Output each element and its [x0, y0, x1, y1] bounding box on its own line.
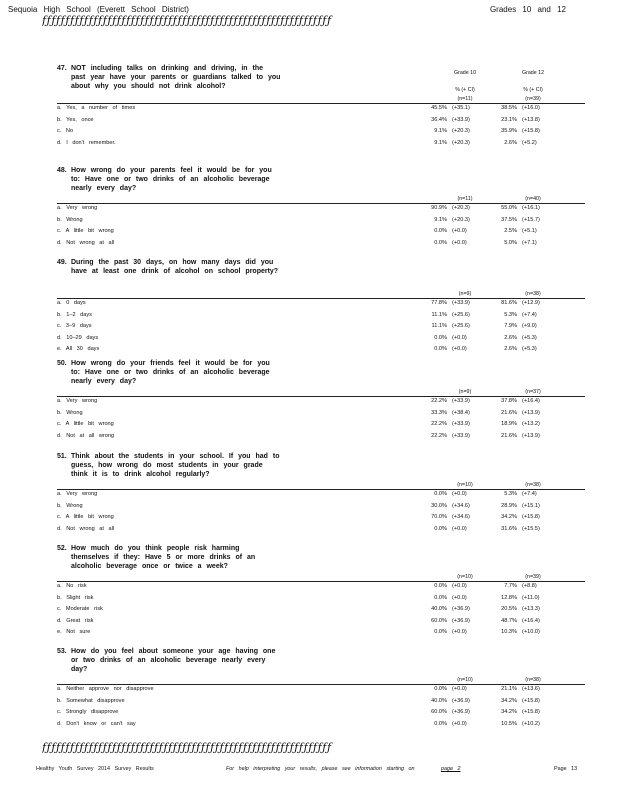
grade-12-ci: (+7.4): [522, 491, 537, 497]
response-label: b. 1–2 days: [57, 311, 92, 318]
grade-12-percent: 7.7%: [504, 583, 517, 589]
grade-12-ci: (+9.0): [522, 323, 537, 329]
grade-10-ci: (+34.6): [452, 502, 470, 509]
response-label: c. Moderate risk: [57, 606, 103, 612]
grade-10-ci: (+0.0): [452, 629, 467, 635]
grade-10-ci: (+35.1): [452, 105, 470, 111]
response-row: [57, 526, 585, 535]
grade-12-percent: 5.3%: [504, 491, 517, 497]
question-block: [57, 452, 577, 532]
grade-12-percent: 81.6%: [501, 300, 517, 306]
grade-10-ci: (+20.3): [452, 205, 470, 211]
response-label: a. No risk: [57, 583, 87, 589]
grade-10-ci: (+33.9): [452, 300, 470, 306]
grade-12-ci: (+16.4): [522, 398, 540, 404]
response-label: d. Don't know or can't say: [57, 720, 136, 727]
response-label: a. Very wrong: [57, 398, 98, 404]
response-label: b. Wrong: [57, 216, 83, 223]
grade-12-ci: (+13.6): [522, 686, 540, 692]
grade-12-ci: (+13.9): [522, 432, 540, 439]
grade-12-ci: (+15.5): [522, 525, 540, 532]
grade-10-ci: (+33.9): [452, 421, 470, 427]
grade-12-percent: 48.7%: [501, 617, 517, 624]
grade-12-ci: (+15.8): [522, 514, 540, 520]
grade-12-ci: (+13.3): [522, 606, 540, 612]
response-row: [57, 300, 585, 309]
grade-10-ci: (+0.0): [452, 346, 467, 352]
grade-10-ci: (+20.3): [452, 139, 470, 146]
grade-10-percent: 90.9%: [431, 205, 447, 211]
response-row: [57, 335, 585, 344]
response-label: d. 10–29 days: [57, 334, 99, 341]
response-label: e. Not sure: [57, 629, 91, 635]
grade-12-percent: 10.5%: [501, 720, 517, 727]
response-label: d. Not at all wrong: [57, 432, 115, 439]
grade-10-ci: (+0.0): [452, 594, 467, 601]
sample-size-grade-10: (n=10): [457, 482, 473, 488]
grade-10-ci: (+0.0): [452, 686, 467, 692]
grade-12-ci: (+16.1): [522, 205, 540, 211]
grade-12-ci: (+13.2): [522, 421, 540, 427]
grade-12-percent: 2.6%: [504, 334, 517, 341]
grade-12-percent: 37.8%: [501, 398, 517, 404]
grade-12-percent: 34.2%: [501, 709, 517, 715]
grade-10-percent: 0.0%: [434, 525, 447, 532]
response-row: [57, 583, 585, 592]
response-row: [57, 421, 585, 430]
question-number: 53.: [57, 648, 67, 655]
grade-10-percent: 0.0%: [434, 491, 447, 497]
response-row: [57, 398, 585, 407]
grade-12-ci: (+5.2): [522, 139, 537, 146]
question-separator-line: [57, 203, 585, 204]
grade-10-ci: (+0.0): [452, 525, 467, 532]
grade-10-percent: 77.8%: [431, 300, 447, 306]
response-row: [57, 323, 585, 332]
response-label: c. 3–9 days: [57, 323, 92, 329]
response-label: c. No: [57, 128, 74, 134]
grade-12-percent: 37.5%: [501, 216, 517, 223]
grade-12-ci: (+11.0): [522, 594, 540, 601]
grade-12-ci: (+8.8): [522, 583, 537, 589]
grade-10-percent: 30.0%: [431, 502, 447, 509]
grade-12-ci: (+15.1): [522, 502, 540, 509]
grade-10-ci: (+36.9): [452, 697, 470, 704]
sample-size-grade-10: (n=9): [458, 389, 472, 395]
grade-10-percent: 0.0%: [434, 583, 447, 589]
question-title: [57, 258, 577, 276]
grade-10-percent: 45.5%: [431, 105, 447, 111]
question-separator-line: [57, 298, 585, 299]
question-title: [57, 64, 577, 91]
response-row: [57, 491, 585, 500]
question-title: [57, 544, 577, 571]
grade-10-percent: 0.0%: [434, 720, 447, 727]
response-label: d. Great risk: [57, 617, 94, 624]
question-number: 48.: [57, 167, 67, 174]
column-subheader-pct-ci-12: % (+ CI): [523, 87, 543, 93]
grade-10-percent: 11.1%: [431, 311, 447, 318]
grades-label: Grades 10 and 12: [489, 5, 566, 14]
question-number: 47.: [57, 65, 67, 72]
sample-size-grade-12: (n=38): [525, 482, 541, 488]
grade-12-ci: (+13.8): [522, 116, 540, 123]
grade-10-percent: 9.1%: [434, 216, 447, 223]
question-text: How wrong do your parents feel it would be for you to: Have one or two drinks of an alcoholic beverage nearly every day?: [71, 167, 272, 192]
question-title: [57, 452, 577, 479]
question-separator-line: [57, 684, 585, 685]
grade-12-percent: 38.5%: [501, 105, 517, 111]
question-block: [57, 359, 577, 439]
grade-12-ci: (+5.3): [522, 346, 537, 352]
sample-size-grade-12: (n=39): [525, 574, 541, 580]
grade-12-ci: (+13.9): [522, 409, 540, 416]
response-row: [57, 514, 585, 523]
grade-12-ci: (+10.0): [522, 629, 540, 635]
grade-10-percent: 40.0%: [431, 606, 447, 612]
question-number: 50.: [57, 360, 67, 367]
response-row: [57, 117, 585, 126]
response-row: [57, 140, 585, 149]
grade-10-percent: 0.0%: [434, 334, 447, 341]
grade-12-ci: (+15.8): [522, 709, 540, 715]
column-subheader-pct-ci-10: % (+ CI): [455, 87, 475, 93]
grade-12-ci: (+7.4): [522, 311, 537, 318]
response-row: [57, 709, 585, 718]
question-block: [57, 166, 577, 246]
question-title: [57, 647, 577, 674]
grade-10-percent: 60.0%: [431, 617, 447, 624]
grade-10-ci: (+0.0): [452, 334, 467, 341]
response-row: [57, 128, 585, 137]
grade-10-percent: 11.1%: [431, 323, 447, 329]
grade-12-ci: (+12.9): [522, 300, 540, 306]
grade-10-ci: (+33.9): [452, 398, 470, 404]
column-header-grade-10: Grade 10: [453, 70, 477, 76]
question-separator-line: [57, 489, 585, 490]
response-label: d. Not wrong at all: [57, 239, 115, 246]
grade-10-percent: 36.4%: [431, 116, 447, 123]
response-row: [57, 595, 585, 604]
response-row: [57, 217, 585, 226]
question-text: How do you feel about someone your age having one or two drinks of an alcoholic beverage nearly every day?: [71, 648, 276, 673]
grade-12-ci: (+15.8): [522, 697, 540, 704]
response-row: [57, 503, 585, 512]
response-label: c. Strongly disapprove: [57, 709, 119, 715]
question-text: How wrong do your friends feel it would be for you to: Have one or two drinks of an alcoholic beverage nearly every day?: [71, 360, 270, 385]
response-label: b. Wrong: [57, 502, 83, 509]
grade-12-percent: 2.6%: [504, 139, 517, 146]
response-label: a. Very wrong: [57, 491, 98, 497]
sample-size-grade-12: (n=37): [525, 389, 541, 395]
response-row: [57, 618, 585, 627]
grade-12-percent: 34.2%: [501, 697, 517, 704]
grade-10-ci: (+25.6): [452, 311, 470, 318]
grade-10-ci: (+0.0): [452, 583, 467, 589]
grade-12-percent: 55.0%: [501, 205, 517, 211]
grade-10-percent: 0.0%: [434, 346, 447, 352]
bottom-decorative-rule: ƒƒƒƒƒƒƒƒƒƒƒƒƒƒƒƒƒƒƒƒƒƒƒƒƒƒƒƒƒƒƒƒƒƒƒƒƒƒƒƒƒƒƒƒƒƒƒƒƒƒƒƒƒƒƒƒƒƒƒƒƒƒ: [42, 741, 332, 754]
sample-size-grade-10: (n=10): [457, 677, 473, 683]
grade-12-percent: 7.9%: [504, 323, 517, 329]
grade-12-ci: (+15.7): [522, 216, 540, 223]
question-text: NOT including talks on drinking and driving, in the past year have your parents or guardians talked to you about why you should not drink alcohol?: [71, 65, 281, 90]
sample-size-grade-12: (n=38): [525, 291, 541, 297]
question-separator-line: [57, 396, 585, 397]
grade-12-percent: 2.6%: [504, 346, 517, 352]
grade-10-ci: (+34.6): [452, 514, 470, 520]
question-text: Think about the students in your school. If you had to guess, how wrong do most students in your grade think it is to drink alcohol regularly?: [71, 453, 280, 478]
response-row: [57, 433, 585, 442]
response-label: b. Slight risk: [57, 594, 94, 601]
grade-10-ci: (+38.4): [452, 409, 470, 416]
grade-10-percent: 0.0%: [434, 594, 447, 601]
grade-10-ci: (+36.9): [452, 617, 470, 624]
question-separator-line: [57, 581, 585, 582]
question-number: 52.: [57, 545, 67, 552]
response-row: [57, 410, 585, 419]
grade-10-ci: (+36.9): [452, 606, 470, 612]
response-row: [57, 629, 585, 638]
grade-10-percent: 70.0%: [431, 514, 447, 520]
grade-12-percent: 12.8%: [501, 594, 517, 601]
question-text: How much do you think people risk harming themselves if they: Have 5 or more drinks of an alcoholic beverage once or twice a week?: [71, 545, 256, 570]
grade-10-percent: 22.2%: [431, 421, 447, 427]
school-title: Sequoia High School (Everett School District): [8, 5, 189, 14]
response-label: b. Somewhat disapprove: [57, 697, 125, 704]
grade-12-percent: 31.6%: [501, 525, 517, 532]
grade-10-ci: (+25.6): [452, 323, 470, 329]
response-label: a. Neither approve nor disapprove: [57, 686, 154, 692]
sample-size-grade-10: (n=11): [457, 196, 473, 202]
footer-page-link[interactable]: page 2: [441, 766, 461, 772]
response-row: [57, 228, 585, 237]
sample-size-grade-12: (n=39): [525, 96, 541, 102]
grade-10-percent: 0.0%: [434, 228, 447, 234]
footer-survey-name: Healthy Youth Survey 2014 Survey Results: [36, 766, 154, 772]
response-label: a. Yes, a number of times: [57, 105, 136, 111]
grade-12-ci: (+16.0): [522, 105, 540, 111]
question-block: [57, 258, 577, 352]
grade-12-percent: 10.3%: [501, 629, 517, 635]
response-row: [57, 205, 585, 214]
top-decorative-rule: ƒƒƒƒƒƒƒƒƒƒƒƒƒƒƒƒƒƒƒƒƒƒƒƒƒƒƒƒƒƒƒƒƒƒƒƒƒƒƒƒƒƒƒƒƒƒƒƒƒƒƒƒƒƒƒƒƒƒƒƒƒƒ: [42, 14, 332, 27]
grade-12-percent: 5.0%: [504, 239, 517, 246]
grade-10-ci: (+33.9): [452, 116, 470, 123]
sample-size-grade-12: (n=40): [525, 196, 541, 202]
response-row: [57, 698, 585, 707]
response-label: a. 0 days: [57, 300, 86, 306]
grade-12-ci: (+7.1): [522, 239, 537, 246]
question-title: [57, 166, 577, 193]
grade-12-percent: 2.5%: [504, 228, 517, 234]
grade-10-ci: (+20.3): [452, 128, 470, 134]
response-row: [57, 105, 585, 114]
response-label: b. Yes, once: [57, 116, 94, 123]
grade-10-percent: 33.3%: [431, 409, 447, 416]
grade-10-percent: 9.1%: [434, 128, 447, 134]
response-row: [57, 721, 585, 730]
sample-size-grade-10: (n=9): [458, 291, 472, 297]
footer-help-text: For help interpreting your results, please see information starting on: [226, 766, 415, 772]
response-label: c. A little bit wrong: [57, 514, 114, 520]
response-row: [57, 240, 585, 249]
grade-10-percent: 0.0%: [434, 629, 447, 635]
grade-10-ci: (+0.0): [452, 491, 467, 497]
grade-10-ci: (+20.3): [452, 216, 470, 223]
grade-10-ci: (+33.9): [452, 432, 470, 439]
grade-10-ci: (+0.0): [452, 239, 467, 246]
response-row: [57, 312, 585, 321]
sample-size-grade-12: (n=38): [525, 677, 541, 683]
question-separator-line: [57, 103, 585, 104]
grade-10-percent: 0.0%: [434, 239, 447, 246]
grade-10-percent: 40.0%: [431, 697, 447, 704]
question-number: 49.: [57, 259, 67, 266]
grade-12-percent: 5.3%: [504, 311, 517, 318]
grade-10-percent: 9.1%: [434, 139, 447, 146]
response-label: d. Not wrong at all: [57, 525, 115, 532]
grade-10-percent: 22.2%: [431, 398, 447, 404]
response-row: [57, 686, 585, 695]
response-label: a. Very wrong: [57, 205, 98, 211]
response-label: e. All 30 days: [57, 346, 100, 352]
grade-12-percent: 18.9%: [501, 421, 517, 427]
sample-size-grade-10: (n=11): [457, 96, 473, 102]
column-header-grade-12: Grade 12: [521, 70, 545, 76]
grade-12-percent: 23.1%: [501, 116, 517, 123]
question-block: [57, 64, 577, 146]
grade-12-percent: 35.9%: [501, 128, 517, 134]
question-text: During the past 30 days, on how many days did you have at least one drink of alcohol on school property?: [71, 259, 279, 275]
grade-12-ci: (+5.1): [522, 228, 537, 234]
question-title: [57, 359, 577, 386]
response-label: c. A little bit wrong: [57, 228, 114, 234]
question-block: [57, 544, 577, 635]
grade-12-percent: 28.9%: [501, 502, 517, 509]
grade-12-ci: (+5.3): [522, 334, 537, 341]
grade-12-percent: 20.5%: [501, 606, 517, 612]
grade-10-ci: (+0.0): [452, 228, 467, 234]
grade-12-ci: (+10.2): [522, 720, 540, 727]
question-number: 51.: [57, 453, 67, 460]
grade-12-percent: 21.6%: [501, 409, 517, 416]
grade-10-ci: (+0.0): [452, 720, 467, 727]
grade-12-ci: (+15.8): [522, 128, 540, 134]
footer-page-number: Page 13: [554, 766, 578, 772]
response-label: b. Wrong: [57, 409, 83, 416]
grade-10-percent: 0.0%: [434, 686, 447, 692]
sample-size-grade-10: (n=10): [457, 574, 473, 580]
grade-12-percent: 21.1%: [501, 686, 517, 692]
grade-10-percent: 60.0%: [431, 709, 447, 715]
question-block: [57, 647, 577, 727]
grade-10-ci: (+36.9): [452, 709, 470, 715]
response-row: [57, 606, 585, 615]
grade-12-ci: (+16.4): [522, 617, 540, 624]
response-label: c. A little bit wrong: [57, 421, 114, 427]
grade-12-percent: 34.2%: [501, 514, 517, 520]
grade-12-percent: 21.6%: [501, 432, 517, 439]
response-row: [57, 346, 585, 355]
response-label: d. I don't remember.: [57, 139, 116, 146]
grade-10-percent: 22.2%: [431, 432, 447, 439]
